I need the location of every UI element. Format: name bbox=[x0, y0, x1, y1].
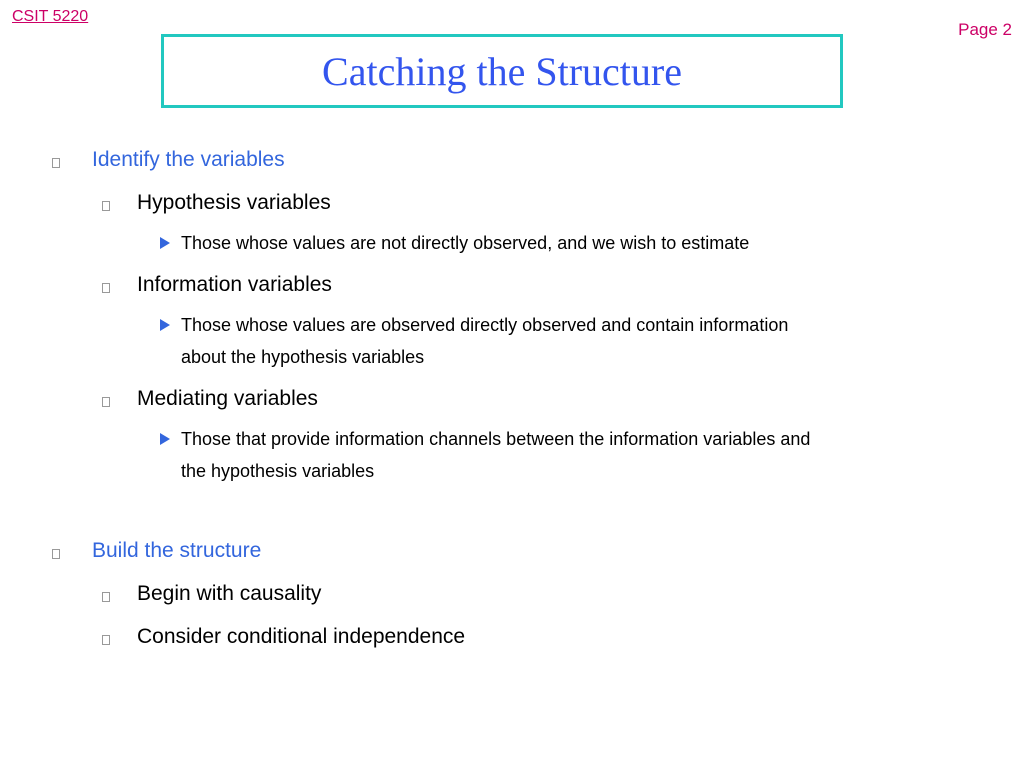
square-bullet-icon bbox=[102, 283, 110, 293]
bullet-build: Build the structure bbox=[92, 539, 262, 562]
bullet-mediating-desc-1: Those that provide information channels between the information variables and bbox=[181, 429, 811, 449]
bullet-hypothesis: Hypothesis variables bbox=[137, 191, 331, 214]
square-bullet-icon bbox=[52, 158, 60, 168]
bullet-hypothesis-desc: Those whose values are not directly observed, and we wish to estimate bbox=[181, 233, 750, 253]
slide-title: Catching the Structure bbox=[322, 48, 682, 94]
title-box bbox=[161, 34, 843, 108]
bullet-independence: Consider conditional independence bbox=[137, 625, 466, 648]
square-bullet-icon bbox=[102, 397, 110, 407]
bullet-causality: Begin with causality bbox=[137, 582, 322, 605]
bullet-information-desc-1: Those whose values are observed directly observed and contain information bbox=[181, 315, 789, 335]
square-bullet-icon bbox=[102, 592, 110, 602]
bullet-mediating-desc-2: the hypothesis variables bbox=[181, 461, 375, 481]
square-bullet-icon bbox=[102, 201, 110, 211]
square-bullet-icon bbox=[52, 549, 60, 559]
arrow-bullet-icon bbox=[160, 237, 170, 249]
arrow-bullet-icon bbox=[160, 433, 170, 445]
square-bullet-icon bbox=[102, 635, 110, 645]
page-number: Page 2 bbox=[958, 20, 1012, 39]
arrow-bullet-icon bbox=[160, 319, 170, 331]
bullet-information-desc-2: about the hypothesis variables bbox=[181, 347, 425, 367]
bullet-identify: Identify the variables bbox=[92, 148, 285, 171]
bullet-mediating: Mediating variables bbox=[137, 387, 318, 410]
bullet-information: Information variables bbox=[137, 273, 332, 296]
course-link[interactable]: CSIT 5220 bbox=[12, 8, 89, 25]
